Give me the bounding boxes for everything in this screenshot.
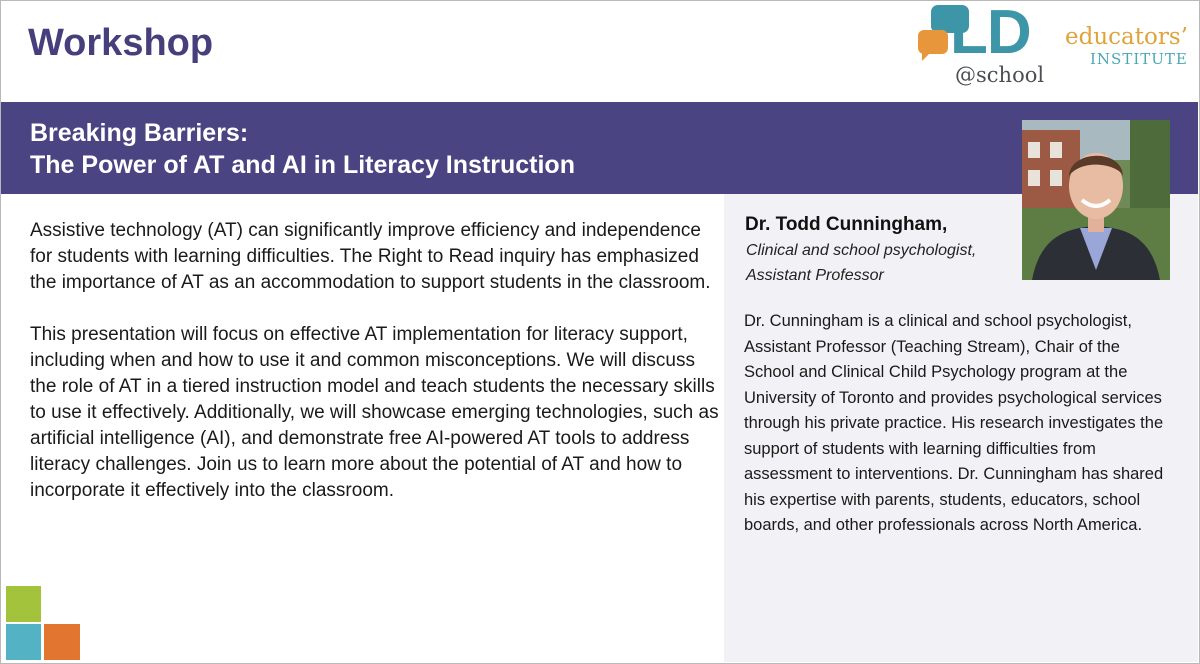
workshop-description: [30, 218, 720, 530]
speech-bubble-icon: [918, 30, 948, 54]
speaker-role-line1: Clinical and school psychologist,: [746, 242, 977, 259]
educators-institute-logo-line1: educators’: [1065, 24, 1188, 50]
ld-logo-text: LD: [950, 0, 1031, 67]
decorative-square-teal: [6, 624, 41, 660]
decorative-square-orange: [44, 624, 80, 660]
decorative-square-green: [6, 586, 41, 622]
speaker-photo-image: [1022, 120, 1170, 280]
speaker-bio: Dr. Cunningham is a clinical and school psychologist, Assistant Professor (Teaching Stream), Chair of the School and Clinical Child Psychology program at the University of Toronto and provides psychological services through his private practice. His research investigates the support of students with learning difficulties from assessment to interventions. Dr. Cunningham has shared his expertise with parents, students, educators, school boards, and other professionals across North America.: [744, 312, 1164, 534]
ld-at-school-logo: [918, 0, 1045, 96]
workshop-title-line2: The Power of AT and AI in Literacy Instruction: [30, 151, 575, 179]
ld-logo-subtext: @school: [955, 63, 1045, 87]
workshop-title-line1: Breaking Barriers:: [30, 119, 249, 147]
description-paragraph-2: This presentation will focus on effective AT implementation for literacy support, including when and how to use it and common misconceptions. We will discuss the role of AT in a tiered instruction model and teach students the necessary skills to use it effectively. Additionally, we will showcase emerging technologies, such as artificial intelligence (AI), and demonstrate free AI-powered AT tools to address literacy challenges. Join us to learn more about the potential of AT and how to incorporate it effectively into the classroom.: [30, 324, 719, 501]
description-paragraph-1: Assistive technology (AT) can significantly improve efficiency and independence for students with learning difficulties. The Right to Read inquiry has emphasized the importance of AT as an accommodation to support students in the classroom.: [30, 220, 711, 293]
speaker-name: Dr. Todd Cunningham,: [745, 214, 948, 235]
speaker-role: [746, 238, 1016, 288]
educators-institute-logo-line2: INSTITUTE: [1090, 50, 1188, 68]
workshop-title: [30, 117, 575, 181]
speaker-role-line2: Assistant Professor: [746, 267, 884, 284]
page-title: Workshop: [28, 22, 214, 64]
speaker-photo: [1022, 120, 1170, 280]
